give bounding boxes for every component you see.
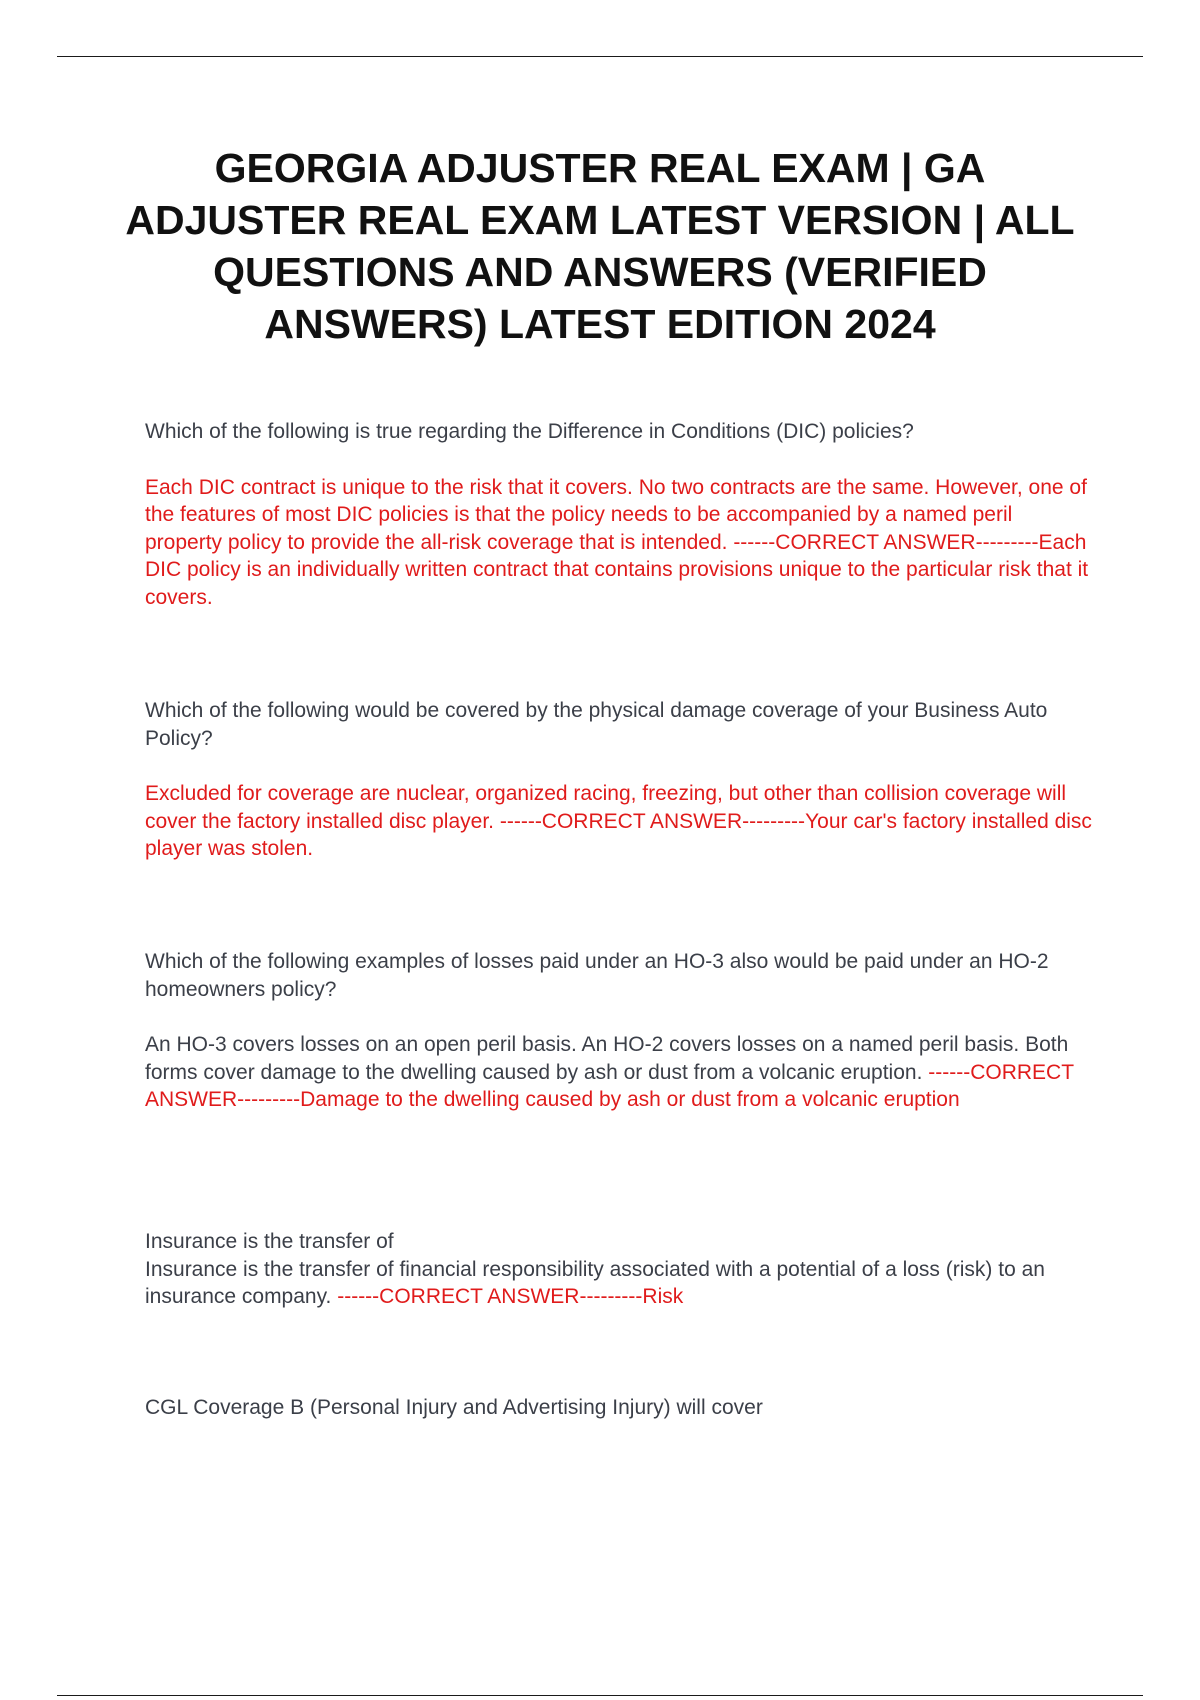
correct-answer-2: Your car's factory installed disc player was stolen.	[145, 809, 1092, 860]
answer-3	[145, 1031, 1095, 1114]
qa-item-4	[145, 1228, 1095, 1311]
qa-item-2	[145, 697, 1095, 863]
correct-answer-marker-4: ------CORRECT ANSWER---------	[331, 1285, 643, 1308]
correct-answer-marker-3: ------CORRECT ANSWER---------	[145, 1060, 1074, 1111]
answer-text-1: Each DIC contract is unique to the risk that it covers. No two contracts are the same. However, one of the features of most DIC policies is that the policy needs to be accompanied by a named peril property policy to provide the all-risk coverage that is intended.	[145, 475, 1087, 554]
footer-rule	[57, 1695, 1143, 1696]
question-1: Which of the following is true regarding the Difference in Conditions (DIC) policies?	[145, 420, 914, 443]
qa-item-1	[145, 418, 1095, 611]
question-2: Which of the following would be covered by the physical damage coverage of your Business Auto Policy?	[145, 699, 1048, 750]
correct-answer-marker-1: ------CORRECT ANSWER---------	[727, 530, 1039, 554]
answer-text-3: An HO-3 covers losses on an open peril basis. An HO-2 covers losses on a named peril basis. Both forms cover damage to the dwelling caused by ash or dust from a volcanic eruption.	[145, 1033, 1069, 1084]
question-4: Insurance is the transfer of	[145, 1230, 394, 1253]
correct-answer-marker-2: ------CORRECT ANSWER---------	[494, 809, 806, 833]
correct-answer-3: Damage to the dwelling caused by ash or dust from a volcanic eruption	[300, 1088, 960, 1111]
answer-text-4: Insurance is the transfer of financial responsibility associated with a potential of a loss (risk) to an insurance company.	[145, 1257, 1045, 1308]
answer-2	[145, 780, 1095, 863]
answer-1	[145, 474, 1095, 612]
question-3: Which of the following examples of losses paid under an HO-3 also would be paid under an HO-2 homeowners policy?	[145, 950, 1049, 1001]
document-title: GEORGIA ADJUSTER REAL EXAM | GA ADJUSTER REAL EXAM LATEST VERSION | ALL QUESTIONS AND ANSWERS (VERIFIED ANSWERS) LATEST EDITION 2024	[125, 145, 1075, 347]
answer-text-2: Excluded for coverage are nuclear, organized racing, freezing, but other than collision coverage will cover the factory installed disc player.	[145, 782, 1067, 833]
qa-item-3	[145, 948, 1095, 1114]
correct-answer-4: Risk	[642, 1285, 684, 1308]
correct-answer-1: Each DIC policy is an individually written contract that contains provisions unique to the particular risk that it covers.	[145, 530, 1089, 609]
qa-item-5	[145, 1394, 1095, 1422]
header-rule	[57, 56, 1143, 57]
answer-4	[145, 1256, 1095, 1311]
question-5: CGL Coverage B (Personal Injury and Advertising Injury) will cover	[145, 1396, 763, 1419]
